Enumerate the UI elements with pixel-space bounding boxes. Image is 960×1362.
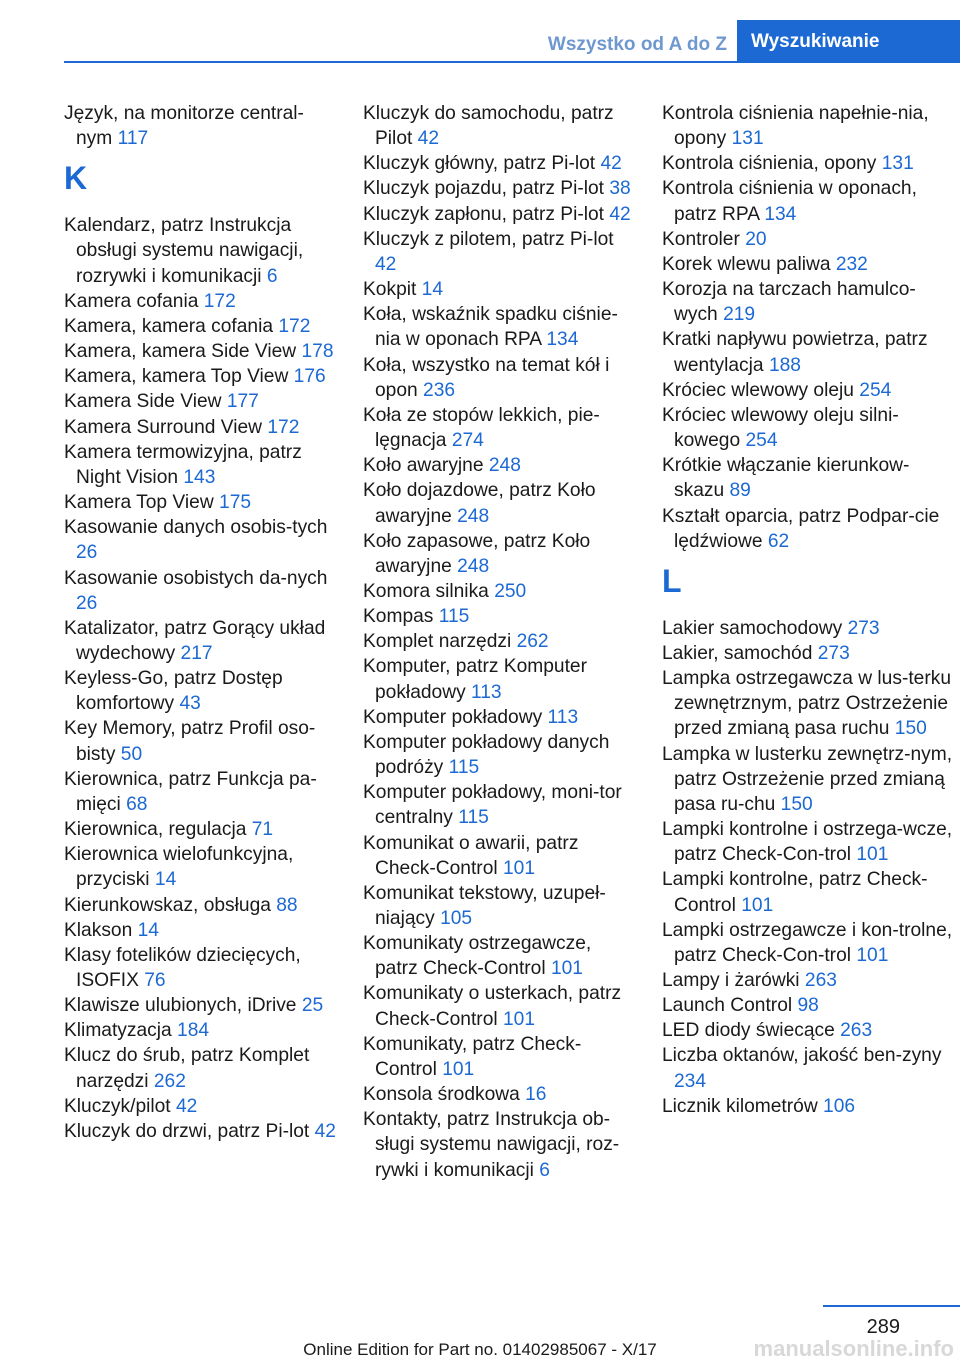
index-entry [64, 566, 336, 616]
index-entry-text: Klasy fotelików dziecięcych, ISOFIX [64, 944, 301, 991]
page-link[interactable]: 113 [547, 706, 579, 728]
index-entry-text: Kamera termowizyjna, patrz Night Vision [64, 441, 302, 488]
watermark-logo: manualsonline.info [753, 1336, 954, 1361]
index-entry [363, 579, 635, 604]
page-link[interactable]: 134 [546, 329, 579, 351]
index-entry [64, 666, 336, 716]
index-entry [64, 364, 336, 389]
page-link[interactable]: 254 [859, 379, 892, 401]
page-link[interactable]: 16 [525, 1084, 547, 1106]
index-entry [363, 101, 635, 151]
page-link[interactable]: 172 [278, 315, 311, 337]
index-entry-text: Komputer pokładowy, moni-tor centralny [363, 782, 622, 829]
index-entry-text: Kalendarz, patrz Instrukcja obsługi systemu nawigacji, rozrywki i komunikacji [64, 215, 304, 287]
index-entry [64, 490, 336, 515]
index-entry-text: Key Memory, patrz Profil oso-bisty [64, 718, 316, 765]
page-link[interactable]: 14 [154, 869, 177, 891]
index-entry-text: Kontroler [662, 228, 740, 250]
index-entry-text: Kamera, kamera Side View [64, 341, 297, 363]
index-entry-text: Koła, wskaźnik spadku ciśnie-nia w oponach RPA [363, 304, 618, 351]
index-entry-text: Kokpit [363, 279, 417, 301]
index-entry-text: Katalizator, patrz Gorący układ wydechowy [64, 617, 326, 664]
index-entry [363, 1032, 635, 1082]
page-link[interactable]: 50 [120, 743, 143, 765]
index-entry-text: Komunikaty o usterkach, patrz Check-Control [363, 983, 622, 1030]
index-entry [64, 1119, 336, 1144]
index-entry [64, 1043, 336, 1093]
index-entry-text: Kierunkowskaz, obsługa [64, 894, 271, 916]
index-entry-text: Kamera cofania [64, 290, 199, 312]
page-link[interactable]: 6 [266, 265, 278, 287]
page-link[interactable]: 150 [894, 718, 927, 740]
page-link[interactable]: 150 [780, 793, 813, 815]
page-link[interactable]: 177 [226, 391, 259, 413]
index-entry-text: Kamera Surround View [64, 416, 263, 438]
index-entry [363, 780, 635, 830]
page-link[interactable]: 106 [823, 1095, 856, 1117]
index-entry-text: Kluczyk/pilot [64, 1095, 171, 1117]
index-entry [64, 415, 336, 440]
page-link[interactable]: 101 [442, 1058, 475, 1080]
page-link[interactable]: 101 [741, 894, 774, 916]
page-link[interactable]: 134 [764, 203, 797, 225]
page-link[interactable]: 248 [457, 505, 490, 527]
index-entry [363, 730, 635, 780]
index-entry [662, 817, 954, 867]
page-link[interactable]: 143 [183, 466, 216, 488]
index-entry [64, 716, 336, 766]
page-link[interactable]: 273 [817, 642, 850, 664]
page-link[interactable]: 236 [423, 379, 456, 401]
index-entry [363, 654, 635, 704]
index-entry-text: Koło awaryjne [363, 455, 484, 477]
index-entry-text: Klucz do śrub, patrz Komplet narzędzi [64, 1045, 310, 1092]
index-entry [363, 302, 635, 352]
index-entry [64, 918, 336, 943]
index-entry-text: Kluczyk z pilotem, patrz Pi-lot [363, 228, 614, 250]
index-entry [662, 1018, 954, 1043]
page-link[interactable]: 176 [293, 366, 326, 388]
page-link[interactable]: 42 [609, 203, 631, 225]
index-entry [662, 1043, 954, 1093]
index-entry [363, 881, 635, 931]
page-link[interactable]: 101 [550, 958, 583, 980]
index-entry-text: Kluczyk główny, patrz Pi-lot [363, 153, 596, 175]
index-entry-text: LED diody świecące [662, 1020, 835, 1042]
index-entry [363, 227, 635, 277]
page-link[interactable]: 115 [448, 757, 480, 779]
index-entry [662, 616, 954, 641]
index-entry [662, 227, 954, 252]
index-entry [64, 767, 336, 817]
page-link[interactable]: 131 [731, 128, 764, 150]
index-entry-text: Komunikat o awarii, patrz Check-Control [363, 832, 579, 879]
index-entry [363, 277, 635, 302]
page-link[interactable]: 248 [457, 555, 490, 577]
index-column-2 [363, 101, 635, 1183]
page-link[interactable]: 101 [502, 1008, 535, 1030]
index-entry-text: Koła ze stopów lekkich, pie-lęgnacja [363, 404, 600, 452]
index-entry [363, 176, 635, 201]
index-entry [64, 842, 336, 892]
index-entry-text: Korek wlewu paliwa [662, 253, 831, 275]
index-entry [662, 327, 954, 377]
page-link[interactable]: 217 [180, 642, 213, 664]
index-entry-text: Lakier, samochód [662, 642, 813, 664]
page-link[interactable]: 232 [835, 253, 868, 275]
page-link[interactable]: 20 [745, 228, 767, 250]
index-entry-text: Komunikaty, patrz Check-Control [363, 1033, 582, 1080]
index-entry [363, 453, 635, 478]
index-entry [662, 1094, 954, 1119]
index-entry-text: Koła, wszystko na temat kół i opon [363, 354, 610, 401]
index-entry [662, 504, 954, 554]
index-entry-text: Kamera, kamera Top View [64, 366, 289, 388]
index-entry [64, 893, 336, 918]
page-link[interactable]: 172 [203, 290, 236, 312]
index-entry [64, 616, 336, 666]
index-entry-text: Klawisze ulubionych, iDrive [64, 995, 297, 1017]
index-entry [662, 403, 954, 453]
index-entry [64, 389, 336, 414]
index-entry [363, 1107, 635, 1182]
index-entry [64, 817, 336, 842]
index-column-3 [662, 101, 954, 1119]
page-link[interactable]: 88 [276, 894, 298, 916]
index-entry [662, 176, 954, 226]
index-entry [64, 314, 336, 339]
index-entry-text: Kratki napływu powietrza, patrz wentylacja [662, 329, 928, 376]
index-entry-text: Kluczyk do samochodu, patrz Pilot [363, 103, 614, 150]
index-entry-text: Klakson [64, 919, 133, 941]
index-entry [662, 453, 954, 503]
page-number: 289 [866, 1316, 900, 1338]
index-entry [363, 981, 635, 1031]
index-entry [64, 515, 336, 565]
index-entry-text: Krótkie włączanie kierunkow-skazu [662, 455, 910, 502]
index-entry [662, 918, 954, 968]
index-entry-text: Język, na monitorze central-nym [64, 103, 304, 150]
index-entry [662, 101, 954, 151]
index-entry-text: Lampy i żarówki [662, 970, 800, 991]
page-link[interactable]: 262 [516, 631, 549, 653]
index-entry [64, 1094, 336, 1119]
index-entry [363, 931, 635, 981]
page-link[interactable]: 101 [856, 944, 889, 966]
page-link[interactable]: 178 [301, 341, 334, 363]
index-entry-text: Króciec wlewowy oleju [662, 379, 854, 401]
index-entry [662, 993, 954, 1018]
index-entry-text: Komunikaty ostrzegawcze, patrz Check-Control [363, 933, 592, 980]
page-link[interactable]: 14 [421, 279, 444, 301]
page-link[interactable]: 26 [76, 542, 98, 564]
index-entry [363, 151, 635, 176]
page-link[interactable]: 262 [153, 1070, 186, 1092]
page-link[interactable]: 248 [488, 455, 521, 477]
index-entry [64, 101, 336, 151]
index-entry [662, 378, 954, 403]
index-entry-text: Launch Control [662, 995, 793, 1017]
index-entry-text: Korozja na tarczach hamulco-wych [662, 279, 916, 326]
index-entry [662, 252, 954, 277]
index-entry [64, 213, 336, 288]
page-link[interactable]: 42 [175, 1095, 198, 1117]
page-link[interactable]: 131 [881, 153, 914, 175]
index-entry [662, 867, 954, 917]
header-section-label[interactable]: Wszystko od A do Z [547, 33, 727, 55]
page-link[interactable]: 62 [767, 530, 790, 552]
index-entry [363, 202, 635, 227]
index-entry-text: Komputer, patrz Komputer pokładowy [363, 656, 587, 703]
index-entry [64, 440, 336, 490]
index-entry [662, 968, 954, 993]
page-link[interactable]: 105 [440, 908, 473, 929]
index-column-1 [64, 101, 336, 1144]
page-link[interactable]: 101 [502, 857, 535, 879]
index-entry [64, 1018, 336, 1043]
index-entry [363, 629, 635, 654]
index-entry-text: Lampki kontrolne i ostrzega-wcze, patrz Check-Con-trol [662, 819, 953, 866]
index-entry-text: Kontrola ciśnienia, opony [662, 153, 877, 175]
page-link[interactable]: 6 [539, 1159, 550, 1181]
index-entry-text: Komputer pokładowy [363, 706, 543, 728]
index-entry [662, 742, 954, 817]
footer-rule [823, 1305, 960, 1307]
index-entry-text: Komputer pokładowy danych podróży [363, 731, 610, 779]
index-entry-text: Kamera, kamera cofania [64, 315, 274, 337]
page-link[interactable]: 117 [117, 128, 149, 150]
page-link[interactable]: 113 [471, 681, 502, 703]
page-link[interactable]: 263 [804, 970, 837, 991]
page-link[interactable]: 273 [847, 617, 880, 639]
index-entry [64, 943, 336, 993]
header-tab-search[interactable]: Wyszukiwanie [737, 20, 960, 63]
index-entry [363, 478, 635, 528]
page-link[interactable]: 274 [451, 430, 484, 452]
index-entry-text: Lampka w lusterku zewnętrz-nym, patrz Ostrzeżenie przed zmianą pasa ru-chu [662, 743, 953, 815]
index-entry [363, 1082, 635, 1107]
index-entry-text: Keyless-Go, patrz Dostęp komfortowy [64, 668, 283, 715]
index-entry-text: Kierownica, regulacja [64, 819, 247, 841]
page-link[interactable]: 234 [674, 1070, 707, 1092]
page-link[interactable]: 89 [729, 480, 751, 502]
index-entry-text: Konsola środkowa [363, 1084, 520, 1106]
page-link[interactable]: 219 [723, 304, 756, 326]
page-link[interactable]: 184 [177, 1020, 210, 1042]
index-letter-heading: K [64, 160, 88, 197]
index-entry [363, 403, 635, 453]
index-entry [662, 151, 954, 176]
page-link[interactable]: 43 [179, 693, 201, 715]
index-entry-text: Koło zapasowe, patrz Koło awaryjne [363, 530, 591, 577]
index-entry-text: Kasowanie danych osobis-tych [64, 517, 328, 539]
index-entry [64, 993, 336, 1018]
index-entry [363, 831, 635, 881]
index-entry-text: Kształt oparcia, patrz Podpar-cie lędźwiowe [662, 505, 940, 552]
index-entry-text: Kierownica wielofunkcyjna, przyciski [64, 844, 294, 891]
page-link[interactable]: 250 [494, 580, 527, 602]
index-entry-text: Komora silnika [363, 580, 489, 602]
page-link[interactable]: 175 [219, 492, 252, 514]
index-entry [64, 339, 336, 364]
page-link[interactable]: 42 [600, 153, 622, 175]
page-link[interactable]: 76 [144, 970, 166, 991]
index-entry-text: Kontrola ciśnienia napełnie-nia, opony [662, 103, 929, 150]
index-entry-text: Komplet narzędzi [363, 631, 512, 653]
index-entry-text: Kamera Side View [64, 391, 222, 413]
page-link[interactable]: 115 [458, 807, 489, 829]
page-link[interactable]: 115 [438, 606, 470, 628]
index-entry-text: Lampki ostrzegawcze i kon-trolne, patrz Check-Con-trol [662, 919, 953, 966]
index-entry-text: Kontakty, patrz Instrukcja ob-sługi systemu nawigacji, roz-rywki i komunikacji [363, 1109, 620, 1181]
page-link[interactable]: 98 [797, 995, 819, 1017]
index-entry [363, 353, 635, 403]
page-link[interactable]: 101 [856, 844, 889, 866]
page-link[interactable]: 42 [417, 128, 440, 150]
page-link[interactable]: 38 [609, 178, 631, 200]
page-link[interactable]: 42 [375, 253, 397, 275]
index-entry-text: Kamera Top View [64, 492, 214, 514]
index-entry-text: Kasowanie osobistych da-nych [64, 567, 328, 589]
page-link[interactable]: 188 [768, 354, 801, 376]
index-entry [662, 641, 954, 666]
page-link[interactable]: 68 [126, 793, 148, 815]
header-rule [64, 61, 960, 63]
page-link[interactable]: 14 [137, 919, 159, 941]
page-link[interactable]: 26 [76, 592, 98, 614]
index-entry [363, 604, 635, 629]
index-entry-text: Licznik kilometrów [662, 1095, 818, 1117]
index-entry-text: Kluczyk zapłonu, patrz Pi-lot [363, 203, 605, 225]
page-link[interactable]: 71 [251, 819, 274, 841]
index-entry-text: Liczba oktanów, jakość ben-zyny [662, 1045, 942, 1067]
index-entry-text: Lakier samochodowy [662, 617, 843, 639]
index-entry-text: Komunikat tekstowy, uzupeł-niający [363, 882, 606, 929]
page-link[interactable]: 254 [745, 430, 778, 452]
page-link[interactable]: 42 [314, 1120, 336, 1142]
index-entry-text: Kluczyk do drzwi, patrz Pi-lot [64, 1120, 310, 1142]
page-link[interactable]: 25 [301, 995, 324, 1017]
index-entry-text: Króciec wlewowy oleju silni-kowego [662, 404, 899, 452]
index-entry-text: Klimatyzacja [64, 1020, 172, 1042]
index-entry [662, 277, 954, 327]
index-entry-text: Kompas [363, 606, 434, 628]
index-entry [662, 666, 954, 741]
footer-edition-text: Online Edition for Part no. 01402985067 - X/17 [303, 1340, 657, 1359]
index-entry-text: Lampki kontrolne, patrz Check-Control [662, 869, 928, 916]
index-entry-text: Lampka ostrzegawcza w lus-terku zewnętrznym, patrz Ostrzeżenie przed zmianą pasa ruchu [662, 668, 951, 740]
index-letter-heading: L [662, 562, 682, 599]
index-entry-text: Kontrola ciśnienia w oponach, patrz RPA [662, 178, 917, 225]
index-entry [363, 529, 635, 579]
index-entry-text: Kierownica, patrz Funkcja pa-mięci [64, 768, 317, 815]
index-entry [363, 705, 635, 730]
page-link[interactable]: 263 [840, 1020, 873, 1042]
index-entry [64, 289, 336, 314]
page-link[interactable]: 172 [267, 416, 300, 438]
index-entry-text: Koło dojazdowe, patrz Koło awaryjne [363, 480, 596, 527]
index-entry-text: Kluczyk pojazdu, patrz Pi-lot [363, 178, 605, 200]
